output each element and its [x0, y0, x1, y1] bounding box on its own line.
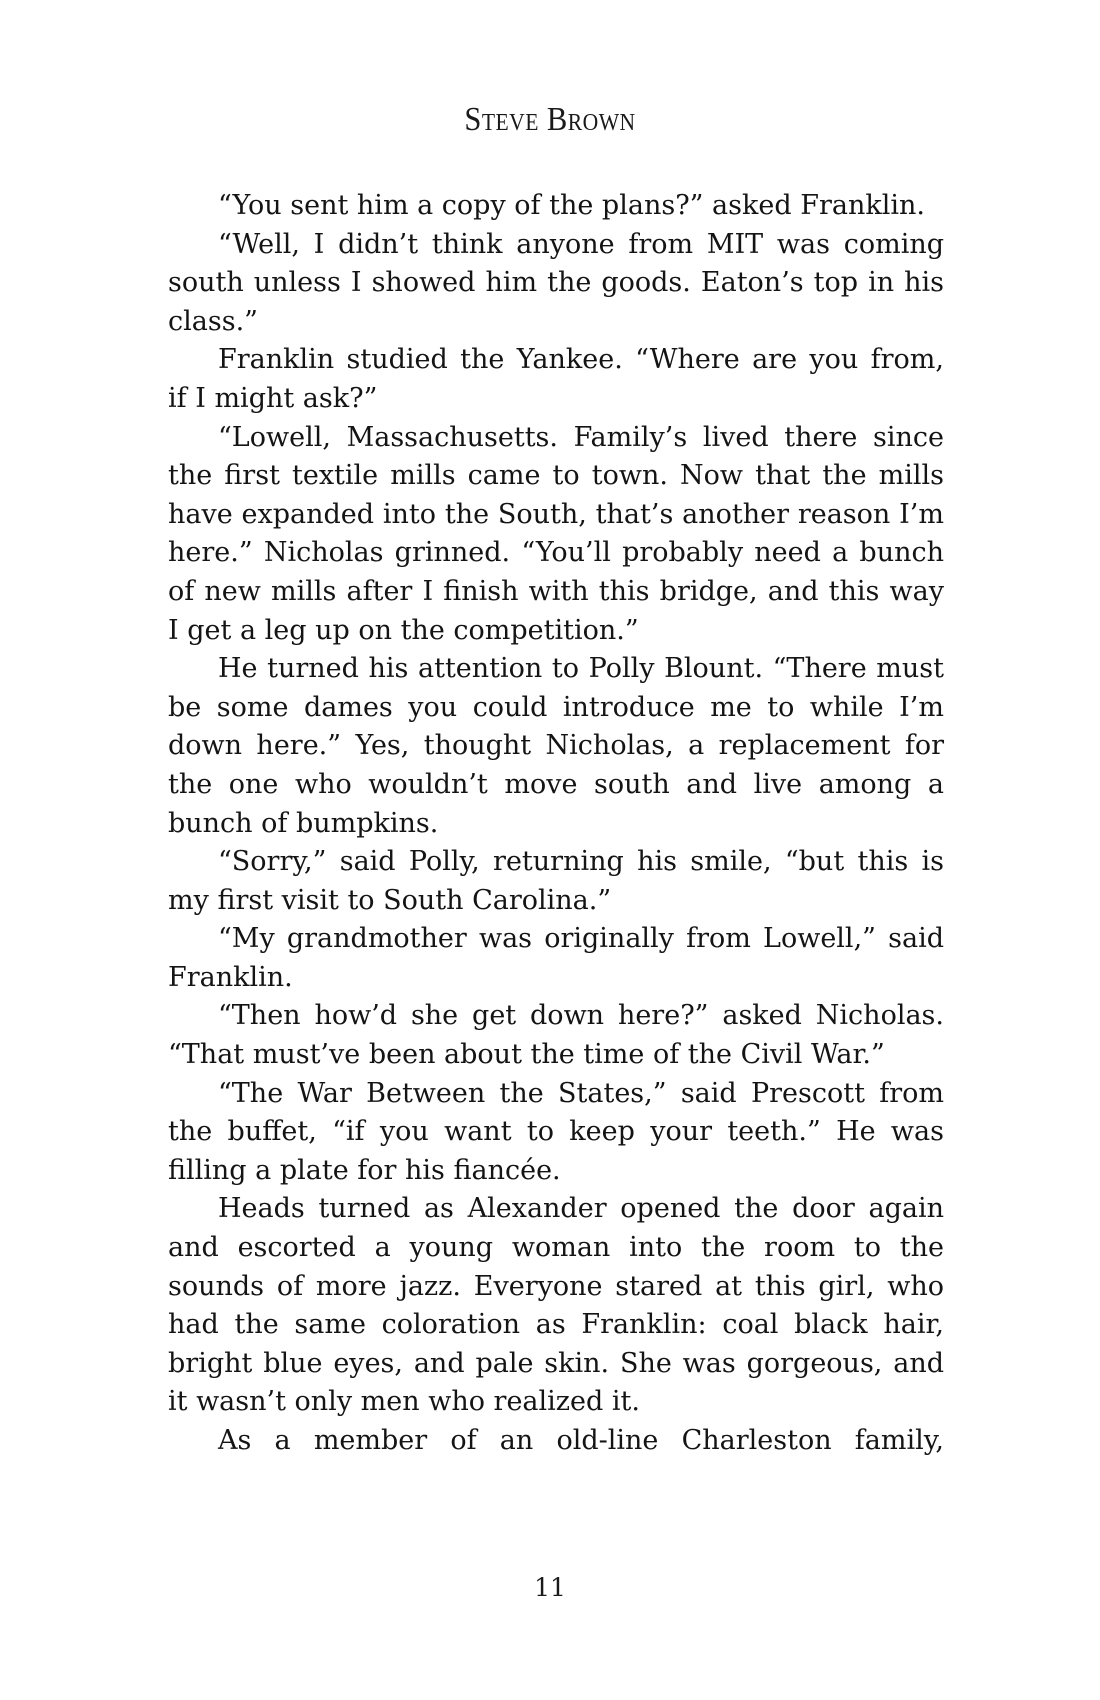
paragraph: “Then how’d she get down here?” asked Nicholas. “That must’ve been about the time of the Civil War.” [168, 1000, 944, 1071]
paragraph: “You sent him a copy of the plans?” asked Franklin. [218, 190, 925, 221]
paragraph: He turned his attention to Polly Blount. “There must be some dames you could introduce me to while I’m down here.” Yes, thought Nicholas, a replacement for the one who wouldn’t move south and live among a bunch of bumpkins. [168, 653, 944, 839]
paragraph: “Lowell, Massachusetts. Family’s lived there since the first textile mills came to town. Now that the mills have expanded into the South, that’s another reason I’m here.” Nicholas grinned. “You’ll probably need a bunch of new mills after I finish with this bridge, and this way I get a leg up on the competition.” [168, 421, 944, 646]
paragraph-continued: As a member of an old-line Charleston family, [218, 1425, 944, 1456]
paragraph: “Sorry,” said Polly, returning his smile, “but this is my first visit to South Carolina.” [168, 846, 944, 916]
page-number: 11 [534, 1573, 566, 1602]
paragraph: Heads turned as Alexander opened the door again and escorted a young woman into the room to the sounds of more jazz. Everyone stared at this girl, who had the same coloration as Franklin: coal black hair, bright blue eyes, and pale skin. She was gorgeous, and it wasn’t only men who realized it. [168, 1193, 944, 1418]
running-head-author: Steve Brown [464, 101, 636, 138]
paragraph: “Well, I didn’t think anyone from MIT was coming south unless I showed him the goods. Eaton’s top in his class.” [168, 228, 944, 337]
body-text [168, 187, 944, 1461]
paragraph: “My grandmother was originally from Lowell,” said Franklin. [168, 923, 944, 993]
paragraph: “The War Between the States,” said Prescott from the buffet, “if you want to keep your teeth.” He was filling a plate for his fiancée. [168, 1077, 944, 1186]
paragraph: Franklin studied the Yankee. “Where are you from, if I might ask?” [168, 344, 944, 414]
